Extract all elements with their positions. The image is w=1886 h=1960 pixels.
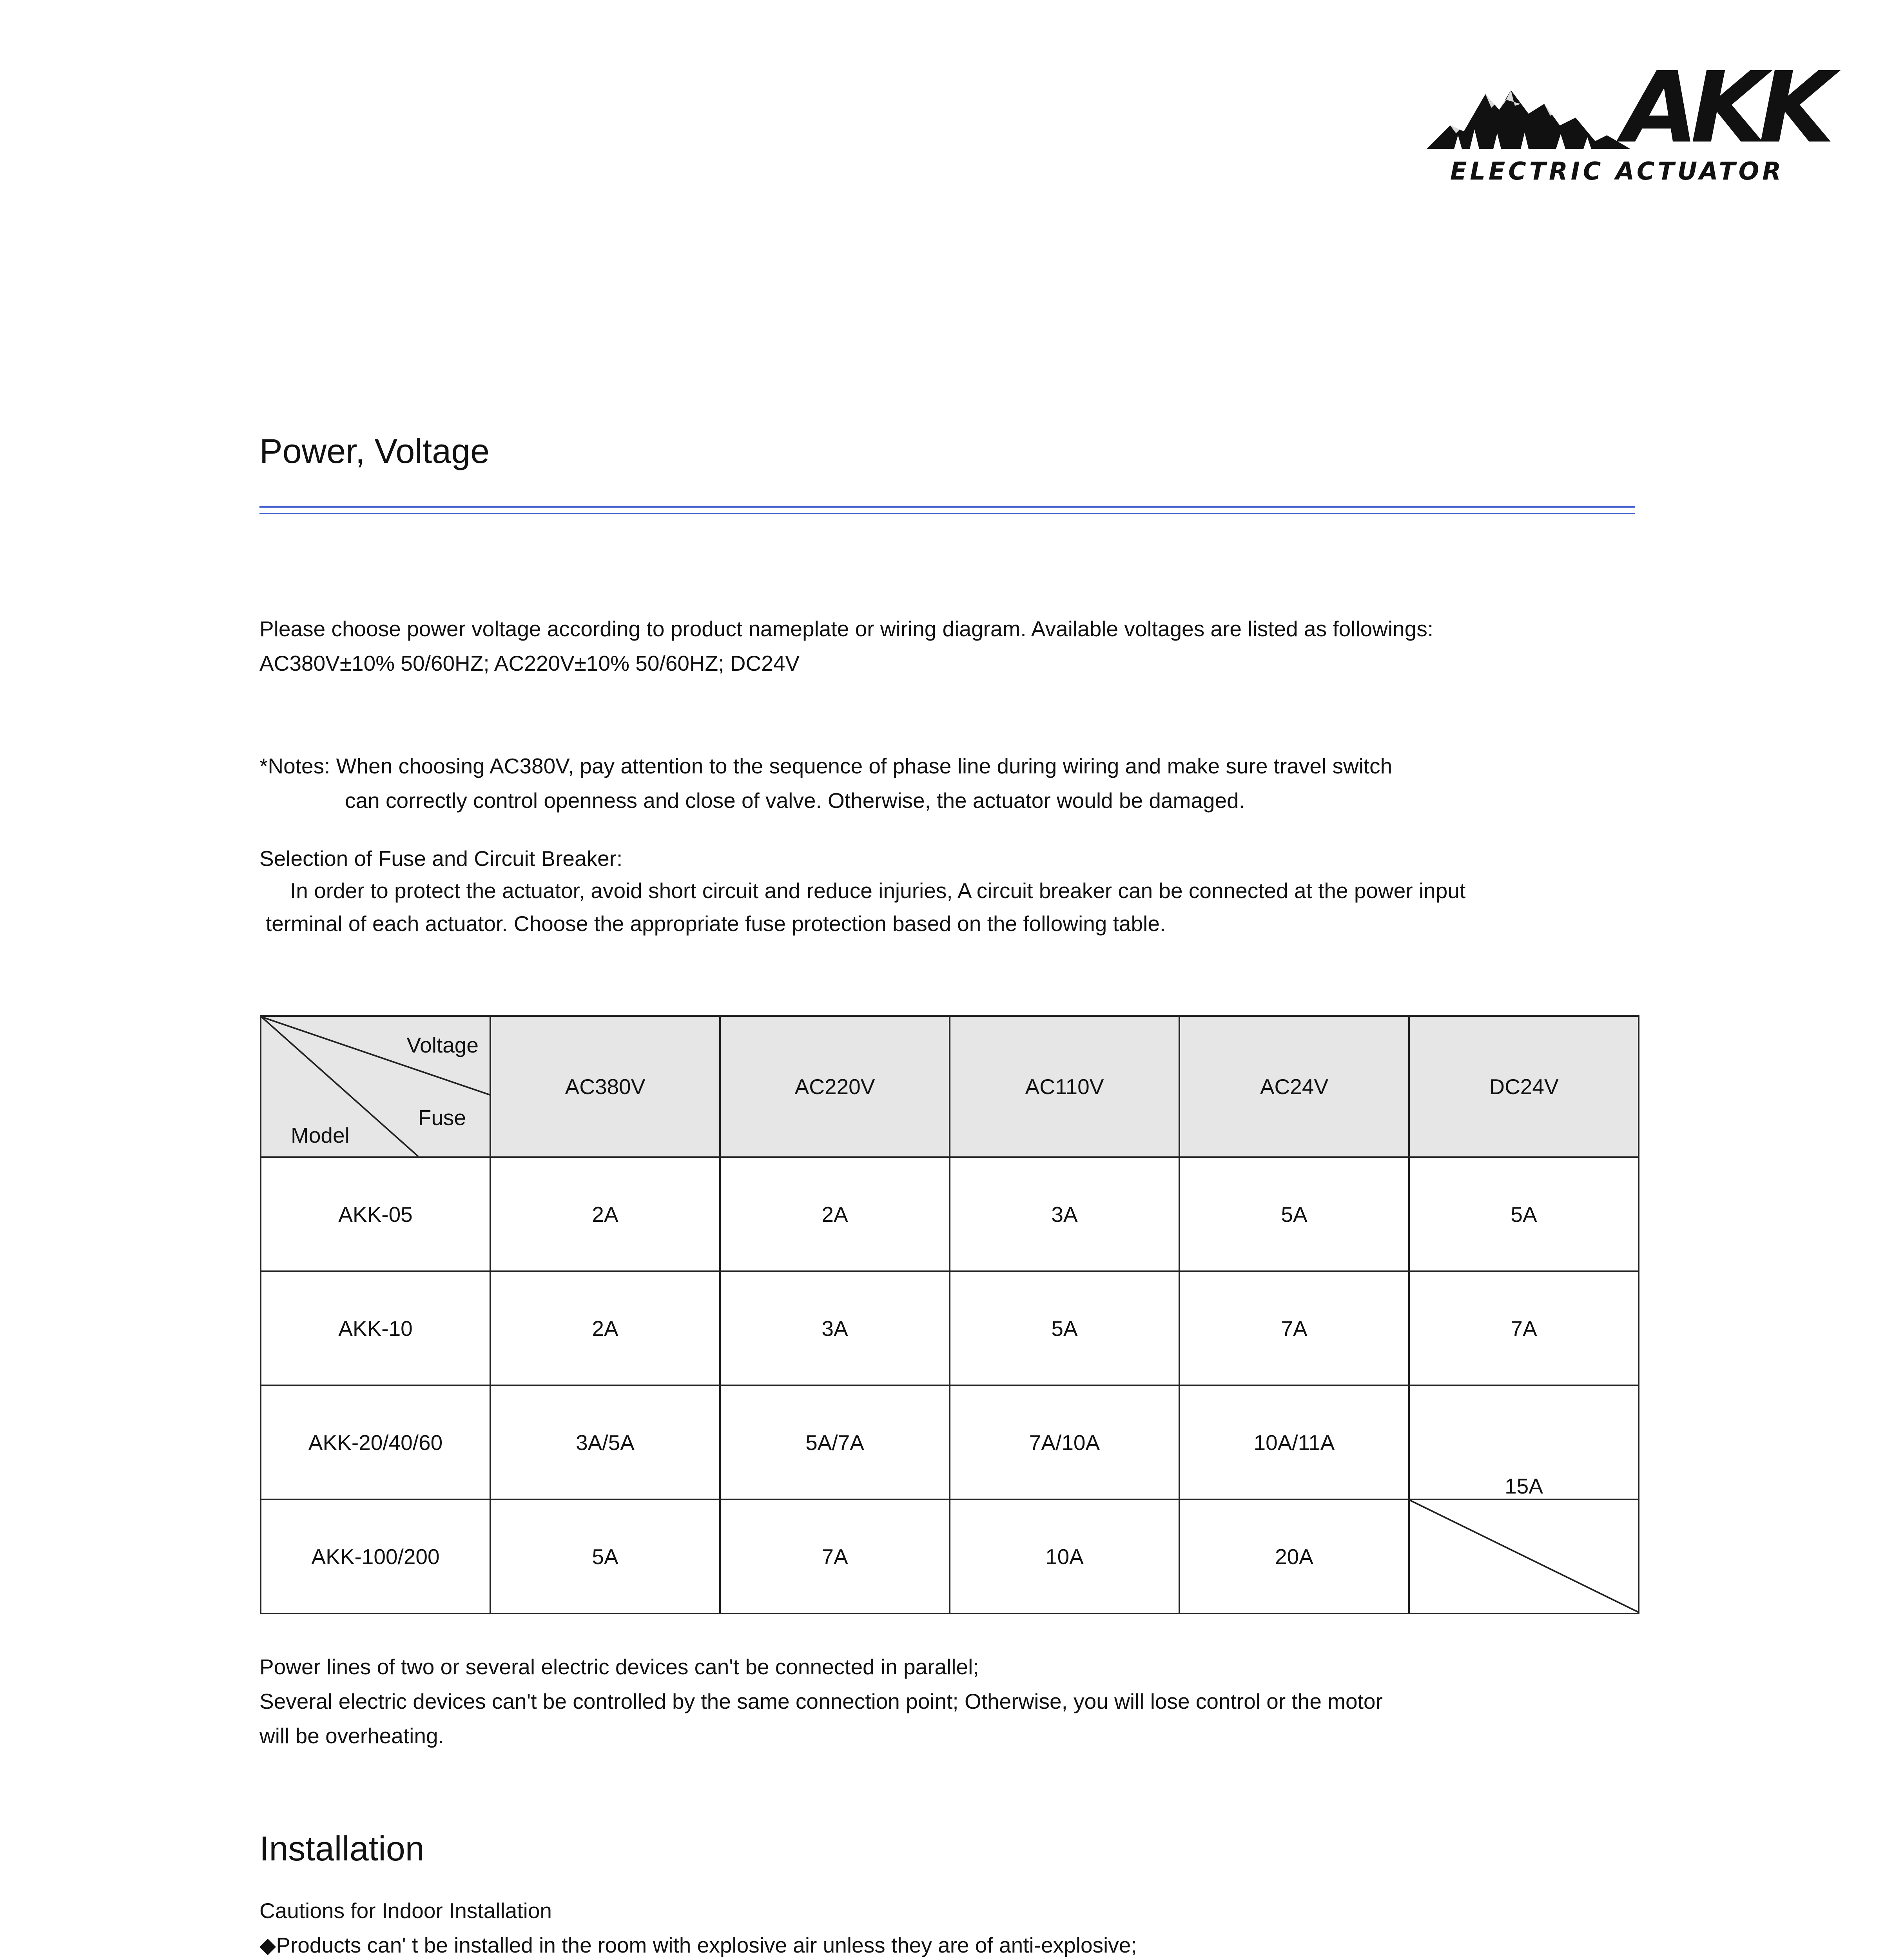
- fuse-cell: 7A: [720, 1499, 950, 1613]
- title-divider-top: [259, 506, 1635, 508]
- model-cell: AKK-10: [261, 1271, 490, 1385]
- fuse-cell: 5A: [950, 1271, 1179, 1385]
- fuse-cell: 3A: [720, 1271, 950, 1385]
- table-row: [261, 1271, 1639, 1385]
- parallel-warning-line-3: will be overheating.: [259, 1724, 444, 1748]
- fuse-cell: 2A: [490, 1157, 720, 1271]
- fuse-cell: 7A: [1179, 1271, 1409, 1385]
- fuse-cell: 7A: [1409, 1271, 1639, 1385]
- table-row: [261, 1157, 1639, 1271]
- empty-diagonal-cell: [1409, 1499, 1639, 1613]
- table-header-row: [261, 1016, 1639, 1157]
- fuse-cell: 2A: [720, 1157, 950, 1271]
- installation-bullet-1: ◆Products can' t be installed in the room with explosive air unless they are of anti-explosive;: [259, 1933, 1137, 1957]
- fuse-cell: 15A: [1409, 1385, 1639, 1499]
- title-divider-bottom: [259, 513, 1635, 514]
- column-header: AC220V: [720, 1016, 950, 1157]
- logo-brand-text: AKK: [1623, 51, 1827, 165]
- table-corner-cell: [261, 1016, 490, 1157]
- corner-label-fuse: Fuse: [418, 1105, 466, 1130]
- fuse-cell: 3A: [950, 1157, 1179, 1271]
- column-header: DC24V: [1409, 1016, 1639, 1157]
- fuse-line-1: In order to protect the actuator, avoid short circuit and reduce injuries, A circuit breaker can be connected at the power input: [290, 878, 1466, 903]
- fuse-cell: 10A/11A: [1179, 1385, 1409, 1499]
- section-title-installation: Installation: [259, 1829, 424, 1868]
- model-cell: AKK-100/200: [261, 1499, 490, 1613]
- notes-line-2: can correctly control openness and close of valve. Otherwise, the actuator would be damaged.: [345, 788, 1245, 813]
- column-header: AC110V: [950, 1016, 1179, 1157]
- parallel-warning-line-1: Power lines of two or several electric devices can't be connected in parallel;: [259, 1655, 979, 1679]
- fuse-line-2: terminal of each actuator. Choose the appropriate fuse protection based on the following table.: [266, 911, 1166, 936]
- corner-label-voltage: Voltage: [406, 1033, 479, 1057]
- fuse-table: [260, 1015, 1639, 1614]
- fuse-cell: 5A/7A: [720, 1385, 950, 1499]
- table-row: [261, 1499, 1639, 1613]
- brand-logo: [1427, 51, 1834, 192]
- fuse-cell: 10A: [950, 1499, 1179, 1613]
- table-row: [261, 1385, 1639, 1499]
- notes-line-1: *Notes: When choosing AC380V, pay attention to the sequence of phase line during wiring and make sure travel switch: [259, 754, 1393, 778]
- logo-tagline: ELECTRIC ACTUATOR: [1450, 157, 1784, 185]
- section-title-power-voltage: Power, Voltage: [259, 432, 490, 470]
- model-cell: AKK-20/40/60: [261, 1385, 490, 1499]
- parallel-warning-line-2: Several electric devices can't be controlled by the same connection point; Otherwise, you will lose control or the motor: [259, 1689, 1383, 1713]
- fuse-heading: Selection of Fuse and Circuit Breaker:: [259, 846, 623, 871]
- column-header: AC24V: [1179, 1016, 1409, 1157]
- fuse-cell: 7A/10A: [950, 1385, 1179, 1499]
- model-cell: AKK-05: [261, 1157, 490, 1271]
- installation-subheading: Cautions for Indoor Installation: [259, 1898, 552, 1923]
- column-header: AC380V: [490, 1016, 720, 1157]
- fuse-cell: 3A/5A: [490, 1385, 720, 1499]
- intro-line-1: Please choose power voltage according to product nameplate or wiring diagram. Available voltages are listed as followings:: [259, 617, 1434, 641]
- fuse-cell: 5A: [1409, 1157, 1639, 1271]
- fuse-cell: 5A: [490, 1499, 720, 1613]
- intro-line-2: AC380V±10% 50/60HZ; AC220V±10% 50/60HZ; DC24V: [259, 651, 800, 675]
- cell-diagonal: [1410, 1500, 1639, 1613]
- fuse-cell: 5A: [1179, 1157, 1409, 1271]
- corner-label-model: Model: [291, 1123, 350, 1147]
- fuse-cell: 2A: [490, 1271, 720, 1385]
- fuse-cell: 20A: [1179, 1499, 1409, 1613]
